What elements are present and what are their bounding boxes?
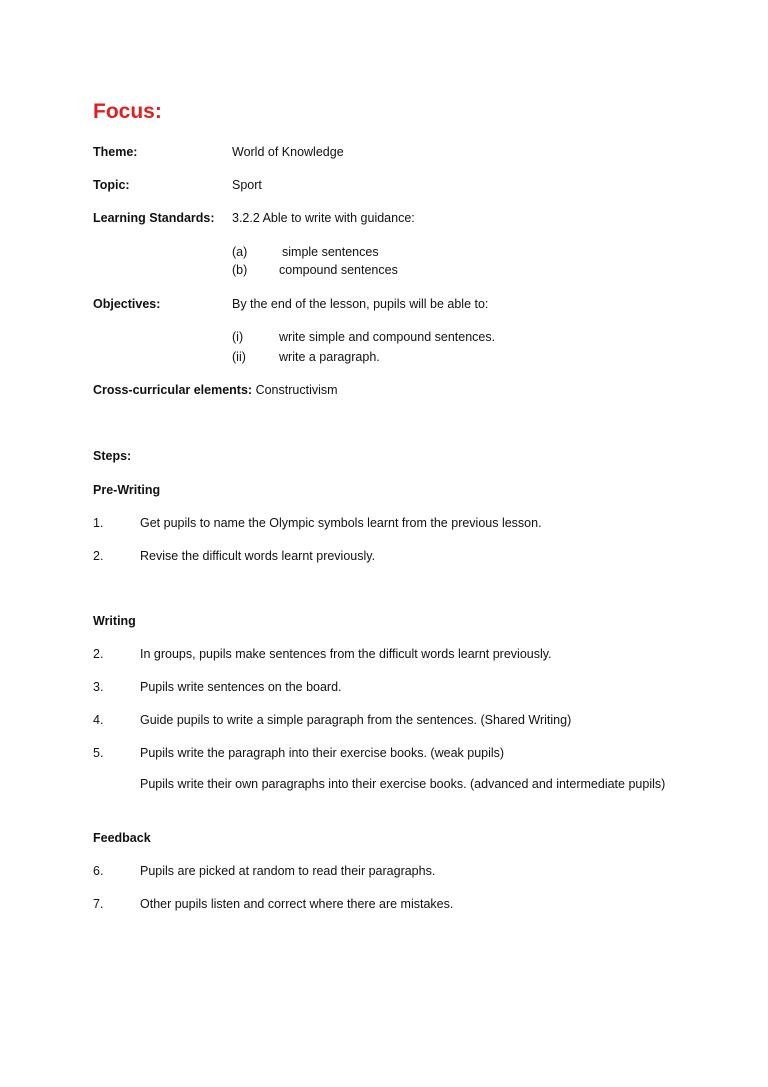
feedback-heading: Feedback bbox=[93, 831, 151, 845]
step-number: 3. bbox=[93, 680, 104, 694]
theme-label: Theme: bbox=[93, 145, 138, 159]
step-text: Pupils write sentences on the board. bbox=[140, 680, 342, 694]
topic-label: Topic: bbox=[93, 178, 130, 192]
step-text: Guide pupils to write a simple paragraph from the sentences. (Shared Writing) bbox=[140, 713, 572, 727]
learning-standards-value: 3.2.2 Able to write with guidance: bbox=[232, 211, 415, 225]
cross-curricular-row bbox=[93, 382, 338, 398]
step-number: 1. bbox=[93, 516, 104, 530]
theme-value: World of Knowledge bbox=[232, 145, 344, 159]
standard-marker-b: (b) bbox=[232, 263, 248, 277]
step-number: 2. bbox=[93, 647, 104, 661]
step-number: 4. bbox=[93, 713, 104, 727]
pre-writing-heading: Pre-Writing bbox=[93, 483, 161, 497]
focus-title: Focus: bbox=[93, 100, 162, 123]
step-text: Revise the difficult words learnt previously. bbox=[140, 549, 376, 563]
step-number: 6. bbox=[93, 864, 104, 878]
steps-heading: Steps: bbox=[93, 449, 132, 463]
standard-text-b: compound sentences bbox=[279, 263, 398, 277]
step-number: 2. bbox=[93, 549, 104, 563]
topic-value: Sport bbox=[232, 178, 262, 192]
step-text: In groups, pupils make sentences from the difficult words learnt previously. bbox=[140, 647, 552, 661]
standard-marker-a: (a) bbox=[232, 245, 248, 259]
objective-text-ii: write a paragraph. bbox=[279, 350, 380, 364]
objectives-value: By the end of the lesson, pupils will be able to: bbox=[232, 297, 489, 311]
writing-heading: Writing bbox=[93, 614, 136, 628]
cross-curricular-label: Cross-curricular elements: bbox=[93, 383, 253, 397]
objective-marker-ii: (ii) bbox=[232, 350, 246, 364]
step-number: 7. bbox=[93, 897, 104, 911]
step-extra-text: Pupils write their own paragraphs into their exercise books. (advanced and intermediate pupils) bbox=[140, 777, 666, 791]
learning-standards-label: Learning Standards: bbox=[93, 211, 215, 225]
objective-text-i: write simple and compound sentences. bbox=[279, 330, 496, 344]
standard-text-a: simple sentences bbox=[282, 245, 379, 259]
objective-marker-i: (i) bbox=[232, 330, 244, 344]
objectives-label: Objectives: bbox=[93, 297, 161, 311]
cross-curricular-value: Constructivism bbox=[255, 383, 338, 397]
step-number: 5. bbox=[93, 746, 104, 760]
step-text: Get pupils to name the Olympic symbols learnt from the previous lesson. bbox=[140, 516, 542, 530]
step-text: Pupils are picked at random to read their paragraphs. bbox=[140, 864, 436, 878]
step-text: Other pupils listen and correct where there are mistakes. bbox=[140, 897, 454, 911]
step-text: Pupils write the paragraph into their exercise books. (weak pupils) bbox=[140, 746, 505, 760]
